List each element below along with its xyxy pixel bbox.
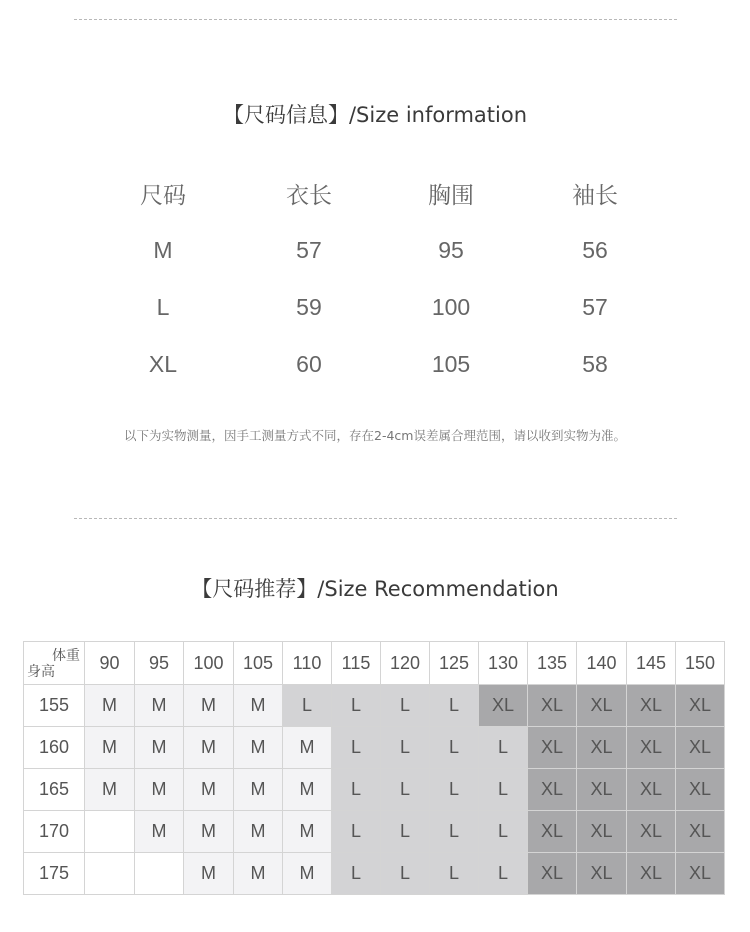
size-recommendation-title: 【尺码推荐】/Size Recommendation [191, 577, 559, 601]
weight-header-cell: 110 [283, 642, 332, 685]
cell: 100 [431, 294, 471, 320]
weight-header-cell: 95 [135, 642, 184, 685]
size-cell: XL [627, 685, 676, 727]
size-cell: L [283, 685, 332, 727]
size-cell: XL [479, 685, 528, 727]
header-length: 衣长 [285, 182, 332, 208]
size-cell: L [332, 853, 381, 895]
height-header-cell: 170 [24, 811, 85, 853]
weight-header-cell: 90 [85, 642, 135, 685]
header-chest: 胸围 [428, 182, 475, 208]
cell: M [153, 237, 173, 263]
size-cell: L [430, 811, 479, 853]
size-cell: M [234, 853, 283, 895]
size-cell: L [479, 769, 528, 811]
cell: 59 [296, 294, 322, 320]
weight-header-cell: 130 [479, 642, 528, 685]
size-cell: L [381, 727, 430, 769]
size-info-row [90, 222, 670, 279]
table-row [24, 685, 725, 727]
height-header-cell: 155 [24, 685, 85, 727]
cell: 58 [582, 351, 608, 377]
size-cell [85, 811, 135, 853]
cell: 56 [582, 237, 608, 263]
table-header-row [24, 642, 725, 685]
size-cell: M [135, 685, 184, 727]
size-cell: M [85, 769, 135, 811]
weight-header-cell: 125 [430, 642, 479, 685]
size-cell: L [430, 769, 479, 811]
height-header-cell: 175 [24, 853, 85, 895]
size-cell: XL [528, 769, 577, 811]
size-cell: L [381, 811, 430, 853]
size-cell: M [234, 769, 283, 811]
size-cell: M [135, 769, 184, 811]
size-cell: L [479, 853, 528, 895]
size-cell: L [381, 685, 430, 727]
size-cell: M [184, 853, 234, 895]
size-cell: L [430, 853, 479, 895]
height-header-cell: 165 [24, 769, 85, 811]
size-info-row [90, 336, 670, 393]
weight-header-cell: 100 [184, 642, 234, 685]
size-cell: M [135, 811, 184, 853]
size-cell: M [184, 727, 234, 769]
size-info-row [90, 279, 670, 336]
weight-header-cell: 145 [627, 642, 676, 685]
size-cell: XL [577, 685, 627, 727]
size-cell: M [184, 769, 234, 811]
weight-header-cell: 120 [381, 642, 430, 685]
size-recommendation-table [23, 641, 725, 895]
size-info-table [90, 165, 670, 393]
cell: XL [148, 351, 178, 377]
size-cell: XL [627, 727, 676, 769]
size-cell: XL [676, 769, 725, 811]
table-row [24, 853, 725, 895]
size-cell: M [283, 811, 332, 853]
weight-header-cell: 105 [234, 642, 283, 685]
corner-cell [24, 642, 85, 685]
weight-header-cell: 140 [577, 642, 627, 685]
size-cell: XL [528, 853, 577, 895]
size-cell: XL [528, 727, 577, 769]
size-cell: M [184, 811, 234, 853]
cell: 95 [438, 237, 464, 263]
divider-top [74, 19, 677, 20]
size-cell: M [85, 727, 135, 769]
size-cell: XL [627, 769, 676, 811]
cell: 57 [582, 294, 608, 320]
corner-weight-label: 体重 [52, 647, 80, 663]
size-cell: XL [528, 811, 577, 853]
weight-header-cell: 135 [528, 642, 577, 685]
size-cell: XL [676, 685, 725, 727]
size-cell: XL [577, 769, 627, 811]
table-row [24, 769, 725, 811]
size-cell: M [283, 853, 332, 895]
size-cell: XL [577, 727, 627, 769]
size-cell: M [85, 685, 135, 727]
table-row [24, 727, 725, 769]
weight-header-cell: 150 [676, 642, 725, 685]
size-cell: L [332, 685, 381, 727]
size-cell: L [332, 727, 381, 769]
size-cell: M [135, 727, 184, 769]
size-cell [85, 853, 135, 895]
size-cell: XL [676, 811, 725, 853]
size-cell: M [283, 727, 332, 769]
corner-height-label: 身高 [27, 663, 55, 679]
cell: 105 [431, 351, 471, 377]
size-cell: L [332, 769, 381, 811]
size-cell: XL [676, 853, 725, 895]
size-cell: XL [577, 811, 627, 853]
size-info-title: 【尺码信息】/Size information [222, 103, 528, 127]
table-row [24, 811, 725, 853]
size-cell: M [234, 685, 283, 727]
size-cell: M [283, 769, 332, 811]
divider-middle [74, 518, 677, 519]
size-cell: XL [528, 685, 577, 727]
size-cell [135, 853, 184, 895]
size-cell: M [234, 811, 283, 853]
size-cell: L [430, 685, 479, 727]
size-cell: XL [627, 853, 676, 895]
measurement-note: 以下为实物测量，因手工测量方式不同，存在2-4cm误差属合理范围，请以收到实物为准。 [124, 428, 626, 443]
size-cell: L [381, 769, 430, 811]
cell: L [156, 294, 170, 320]
size-cell: M [234, 727, 283, 769]
size-cell: L [479, 727, 528, 769]
header-sleeve: 袖长 [572, 182, 619, 208]
header-size: 尺码 [139, 182, 186, 208]
weight-header-cell: 115 [332, 642, 381, 685]
cell: 57 [296, 237, 322, 263]
height-header-cell: 160 [24, 727, 85, 769]
size-cell: L [479, 811, 528, 853]
size-cell: XL [577, 853, 627, 895]
size-cell: L [332, 811, 381, 853]
size-cell: L [381, 853, 430, 895]
size-cell: XL [676, 727, 725, 769]
size-info-header [90, 165, 670, 222]
size-cell: L [430, 727, 479, 769]
size-cell: M [184, 685, 234, 727]
size-cell: XL [627, 811, 676, 853]
cell: 60 [296, 351, 322, 377]
